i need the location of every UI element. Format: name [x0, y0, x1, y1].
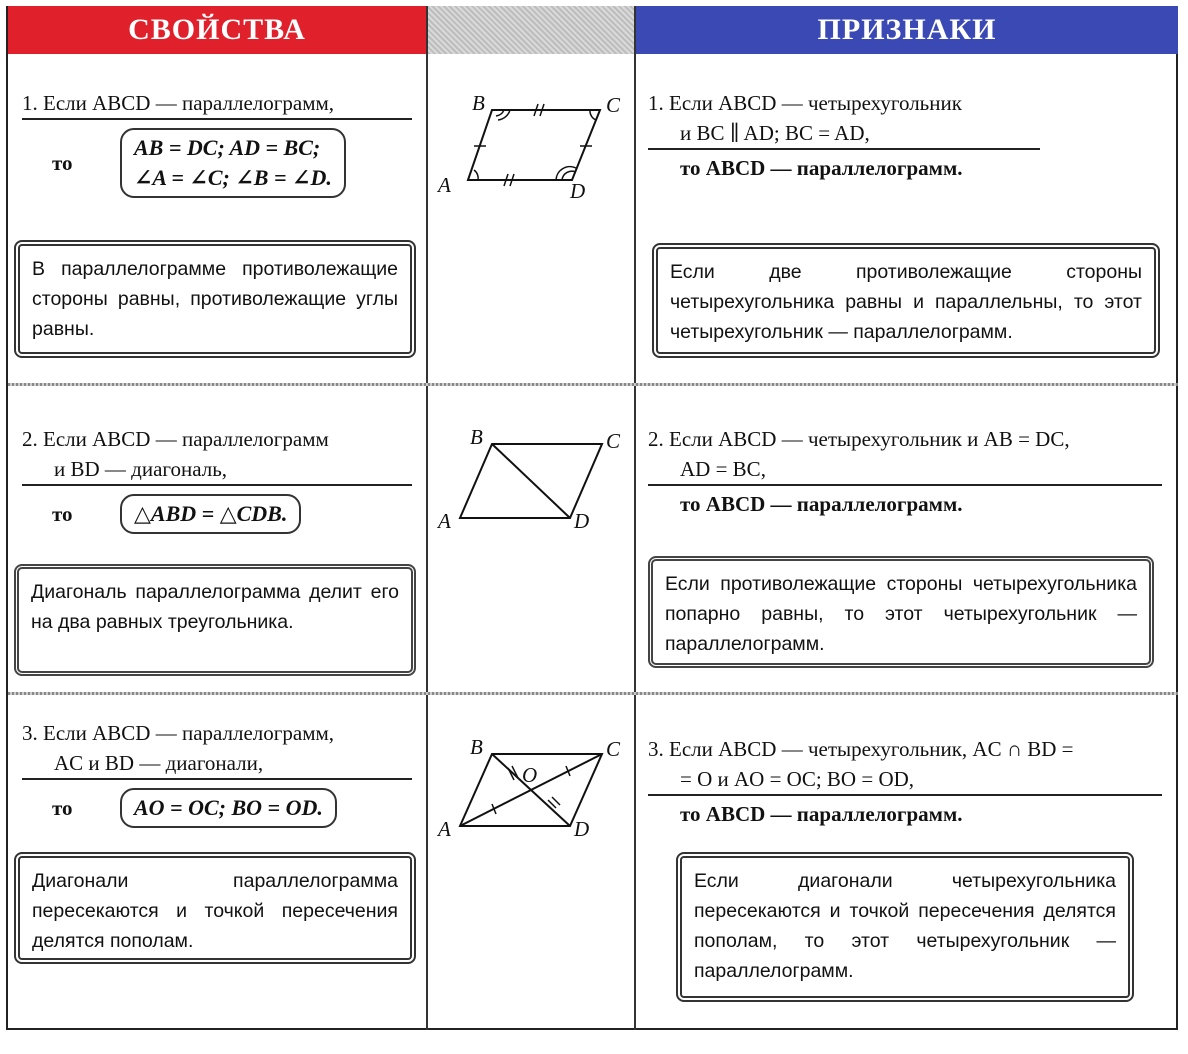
sign-1-conclusion: то ABCD — параллелограмм. [680, 156, 963, 180]
property-3 [22, 718, 412, 828]
figure-parallelogram-2 [430, 420, 630, 540]
property-3-condition-line2: AC и BD — диагонали, [22, 748, 412, 780]
column-divider-left [426, 6, 428, 1030]
sign-3 [648, 734, 1162, 827]
header-properties: СВОЙСТВА [8, 6, 426, 54]
sign-1-condition-line2: и BC ∥ AD; BC = AD, [648, 118, 1040, 150]
fig1-label-c: C [606, 93, 621, 117]
fig3-label-a: A [438, 817, 451, 841]
figure-parallelogram-1 [430, 84, 630, 204]
sign-2-conclusion: то ABCD — параллелограмм. [680, 492, 963, 516]
property-1-condition: 1. Если ABCD — параллелограмм, [22, 88, 412, 120]
header-signs: ПРИЗНАКИ [636, 6, 1178, 54]
sign-3-condition-line1: 3. Если ABCD — четырехугольник, AC ∩ BD = [648, 737, 1074, 761]
row-divider-1 [8, 383, 1178, 386]
fig1-label-a: A [438, 173, 451, 197]
property-2-condition-line2: и BD — диагональ, [22, 454, 412, 486]
property-1-result-line1: AB = DC; AD = BC; [134, 135, 321, 160]
fig3-label-b: B [470, 735, 483, 759]
property-2-result: △ABD = △CDB. [120, 494, 301, 534]
sign-3-conclusion: то ABCD — параллелограмм. [680, 802, 963, 826]
fig3-label-o: O [522, 763, 538, 787]
property-3-condition-line1: 3. Если ABCD — параллелограмм, [22, 721, 335, 745]
sign-1 [648, 88, 1158, 181]
sign-1-text: Если две противолежащие стороны четырехугольника равны и параллельны, то этот четырехугольник — параллелограмм. [652, 243, 1160, 358]
property-1-result [120, 128, 346, 198]
property-1-result-line2: ∠A = ∠C; ∠B = ∠D. [134, 165, 332, 190]
sign-3-condition-line2: = O и AO = OC; BO = OD, [648, 764, 1162, 796]
header-figures [428, 6, 634, 54]
sign-2-condition-line1: 2. Если ABCD — четырехугольник и AB = DC, [648, 427, 1070, 451]
fig2-label-a: A [438, 509, 451, 533]
property-2-text: Диагональ параллелограмма делит его на два равных треугольника. [14, 564, 416, 676]
figure-parallelogram-3 [430, 728, 630, 848]
property-2-to: то [52, 501, 73, 526]
column-divider-right [634, 6, 636, 1030]
property-3-text: Диагонали параллелограмма пересекаются и точкой пересечения делятся пополам. [14, 852, 416, 964]
property-2-condition-line1: 2. Если ABCD — параллелограмм [22, 427, 329, 451]
sign-3-text: Если диагонали четырехугольника пересекаются и точкой пересечения делятся пополам, то этот четырехугольник — параллелограмм. [676, 852, 1134, 1002]
fig1-label-b: B [472, 91, 485, 115]
row-divider-2 [8, 692, 1178, 695]
fig2-label-b: B [470, 425, 483, 449]
sign-2 [648, 424, 1162, 517]
sign-2-condition-line2: AD = BC, [648, 454, 1162, 486]
property-3-result: AO = OC; BO = OD. [120, 788, 337, 828]
fig3-label-c: C [606, 737, 621, 761]
fig2-label-c: C [606, 429, 621, 453]
sign-2-text: Если противолежащие стороны четырехугольника попарно равны, то этот четырехугольник — параллелограмм. [648, 556, 1154, 668]
property-1-to: то [52, 150, 73, 175]
property-1-text: В параллелограмме противолежащие стороны равны, противолежащие углы равны. [14, 240, 416, 358]
sign-1-condition-line1: 1. Если ABCD — четырехугольник [648, 91, 962, 115]
fig1-label-d: D [570, 179, 586, 203]
property-2 [22, 424, 412, 534]
fig2-label-d: D [574, 509, 590, 533]
property-3-to: то [52, 795, 73, 820]
fig3-label-d: D [574, 817, 590, 841]
property-1 [22, 88, 412, 198]
